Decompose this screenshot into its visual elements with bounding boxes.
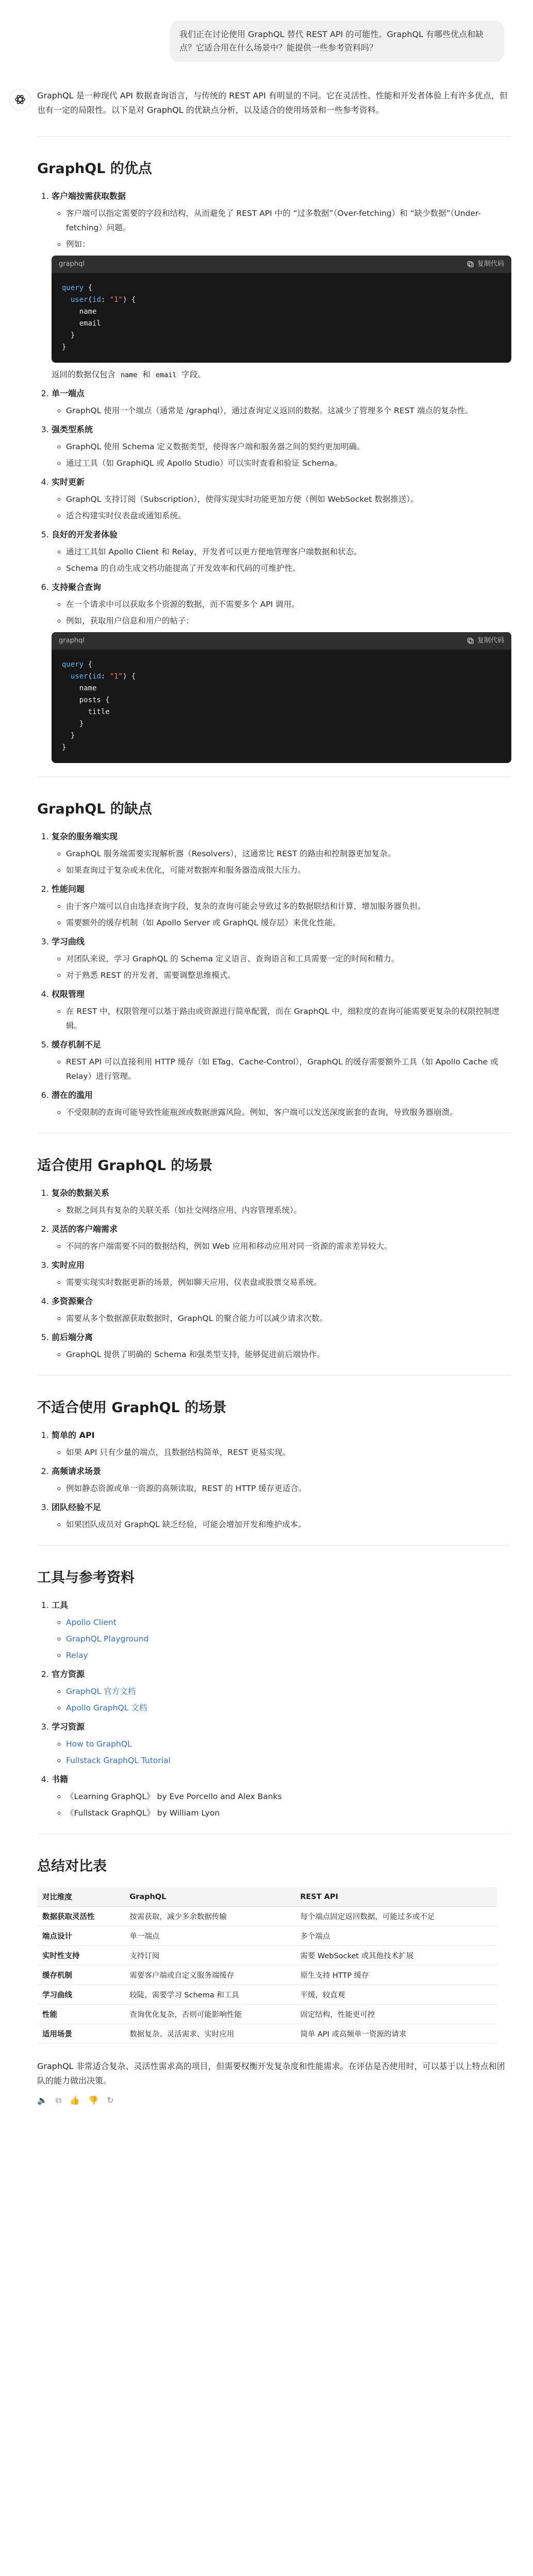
conclusion-paragraph: GraphQL 非常适合复杂、灵活性需求高的项目，但需要权衡开发复杂度和性能需求。在评估是否使用时，可以基于以上特点和团队的能力做出决策。 (37, 2061, 505, 2086)
list-item (52, 935, 510, 982)
list-item (52, 883, 510, 930)
section-title-unfit: 不适合使用 GraphQL 的场景 (37, 1400, 227, 1416)
item-title: 2. 性能问题 (52, 884, 85, 894)
list-point: ◦ 在一个请求中可以获取多个资源的数据，而不需要多个 API 调用。 (66, 597, 510, 612)
copy-icon[interactable]: ⧉ (55, 2095, 62, 2105)
list-point: ◦ 需要额外的缓存机制（如 Apollo Server 或 GraphQL 缓存层）来优化性能。 (66, 916, 510, 930)
code-explanation: 返回的数据仅包含 name 和 email 字段。 (52, 370, 206, 379)
assistant-answer (37, 89, 510, 2106)
item-title: 5. 良好的开发者体验 (52, 530, 118, 539)
list-item (52, 1187, 510, 1217)
table-row: 学习曲线 较陡，需要学习 Schema 和工具 平缓，较直观 (37, 1985, 497, 2005)
speaker-icon[interactable]: 🔈 (37, 2095, 47, 2105)
link-fullstack-tutorial[interactable]: Fullstack GraphQL Tutorial (66, 1756, 171, 1765)
list-item (52, 1223, 510, 1253)
item-title: 3. 实时应用 (52, 1260, 85, 1270)
item-title: 2. 高频请求场景 (52, 1466, 102, 1476)
list-point: ◦ Schema 的自动生成文档功能提高了开发效率和代码的可维护性。 (66, 561, 510, 575)
list-item (52, 1720, 510, 1768)
list-item (52, 1599, 510, 1663)
table-row: 实时性支持 支持订阅 需要 WebSocket 或其他技术扩展 (37, 1946, 497, 1965)
list-point: ◦ GraphQL 提供了明确的 Schema 和强类型支持，能够促进前后端协作。 (66, 1347, 510, 1362)
table-header: 对比维度 (37, 1887, 124, 1907)
list-item (52, 830, 510, 877)
list-point: ◦ 如果团队成员对 GraphQL 缺乏经验，可能会增加开发和维护成本。 (66, 1517, 510, 1532)
copy-icon (467, 637, 474, 645)
list-item (52, 1089, 510, 1120)
item-title: 3. 学习曲线 (52, 937, 85, 946)
copy-label: 复制代码 (477, 637, 504, 645)
list-item (52, 1501, 510, 1532)
fit-list (37, 1187, 510, 1362)
refs-list (37, 1599, 510, 1820)
code-language: graphql (59, 260, 85, 268)
code-language: graphql (59, 637, 85, 645)
list-point: ◦ 不同的客户端需要不同的数据结构，例如 Web 应用和移动应用对同一资源的需求差异较大。 (66, 1239, 510, 1253)
item-title: 3. 学习资源 (52, 1722, 85, 1732)
list-item (52, 1259, 510, 1290)
intro-paragraph: GraphQL 是一种现代 API 数据查询语言，与传统的 REST API 有明显的不同。它在灵活性、性能和开发者体验上有许多优点，但也有一定的局限性。以下是对 GraphQL 的优缺点分析，以及适合的使用场景和一些参考资料。 (37, 91, 508, 115)
item-title: 1. 工具 (52, 1600, 69, 1610)
item-title: 1. 客户端按需获取数据 (52, 191, 126, 201)
link-graphql-playground[interactable]: GraphQL Playground (66, 1634, 149, 1643)
table-header: GraphQL (124, 1887, 295, 1907)
list-item (52, 528, 510, 575)
item-title: 1. 复杂的服务端实现 (52, 832, 118, 841)
table-row: 端点设计 单一端点 多个端点 (37, 1926, 497, 1946)
list-item (52, 1465, 510, 1496)
section-title-refs: 工具与参考资料 (37, 1570, 135, 1586)
link-how-to-graphql[interactable]: How to GraphQL (66, 1739, 132, 1749)
list-point: ◦ 如果 API 只有少量的端点，且数据结构简单，REST 更易实现。 (66, 1445, 510, 1460)
comparison-table (37, 1887, 497, 2044)
item-title: 4. 书籍 (52, 1774, 69, 1784)
item-title: 2. 灵活的客户端需求 (52, 1224, 118, 1234)
ai-logo-icon (9, 89, 31, 110)
book-item: ◦ 《Learning GraphQL》 by Eve Porcello and Alex Banks (66, 1789, 510, 1804)
message-actions (37, 2095, 510, 2106)
section-title-fit: 适合使用 GraphQL 的场景 (37, 1158, 213, 1174)
item-title: 2. 官方资源 (52, 1669, 85, 1679)
list-item (52, 1773, 510, 1820)
list-item (52, 476, 510, 523)
list-point: ◦ 例如静态资源或单一资源的高频读取，REST 的 HTTP 缓存更适合。 (66, 1481, 510, 1496)
link-relay[interactable]: Relay (66, 1651, 88, 1660)
list-point: ◦ 通过工具如 Apollo Client 和 Relay，开发者可以更方便地管理客户端数据和状态。 (66, 545, 510, 559)
item-title: 4. 实时更新 (52, 477, 85, 487)
list-point: ◦ 对于熟悉 REST 的开发者，需要调整思维模式。 (66, 968, 510, 982)
divider (37, 776, 510, 777)
item-title: 4. 权限管理 (52, 989, 85, 999)
list-point: ◦ 在 REST 中，权限管理可以基于路由或资源进行简单配置，而在 GraphQL 中，细粒度的查询可能需要更复杂的权限控制逻辑。 (66, 1004, 510, 1033)
item-title: 3. 强类型系统 (52, 425, 93, 434)
list-item (52, 190, 510, 382)
pros-list (37, 190, 510, 763)
item-title: 6. 支持聚合查询 (52, 582, 102, 592)
section-title-table: 总结对比表 (37, 1858, 107, 1874)
list-item (52, 581, 510, 763)
item-title: 3. 团队经验不足 (52, 1502, 102, 1512)
item-title: 1. 复杂的数据关系 (52, 1188, 110, 1198)
user-message: 我们正在讨论使用 GraphQL 替代 REST API 的可能性。GraphQL 有哪些优点和缺点？它适合用在什么场景中？能提供一些参考资料吗？ (170, 21, 504, 62)
section-title-cons: GraphQL 的缺点 (37, 801, 152, 817)
list-point: ◦ GraphQL 支持订阅（Subscription），使得实现实时功能更加方便（例如 WebSocket 数据推送）。 (66, 492, 510, 506)
list-point: ◦ REST API 可以直接利用 HTTP 缓存（如 ETag、Cache-Control），GraphQL 的缓存需要额外工具（如 Apollo Cache 或 Relay）进行管理。 (66, 1055, 510, 1083)
item-title: 1. 简单的 API (52, 1430, 95, 1440)
code-block (52, 256, 511, 363)
list-item (52, 988, 510, 1033)
item-title: 5. 缓存机制不足 (52, 1040, 102, 1049)
list-item (52, 423, 510, 470)
list-point: ◦ 客户端可以指定需要的字段和结构，从而避免了 REST API 中的 “过多数据”（Over-fetching）和 “缺少数据”（Under-fetching）问题。 (66, 206, 510, 235)
divider (37, 1375, 510, 1376)
code-block (52, 632, 511, 763)
divider (37, 1545, 510, 1546)
cons-list (37, 830, 510, 1120)
table-row: 性能 查询优化复杂，否则可能影响性能 固定结构，性能更可控 (37, 2005, 497, 2024)
copy-icon (467, 261, 474, 268)
copy-code-button[interactable] (467, 258, 504, 271)
list-point: ◦ GraphQL 使用一个端点（通常是 /graphql），通过查询定义返回的数据。这减少了管理多个 REST 端点的复杂性。 (66, 403, 510, 418)
list-point: ◦ 如果查询过于复杂或未优化，可能对数据库和服务器造成很大压力。 (66, 863, 510, 877)
list-item (52, 1668, 510, 1715)
divider (37, 136, 510, 137)
list-item (52, 1295, 510, 1326)
table-header: REST API (295, 1887, 497, 1907)
item-title: 2. 单一端点 (52, 388, 85, 398)
copy-label: 复制代码 (477, 260, 504, 268)
copy-code-button[interactable] (467, 634, 504, 648)
list-item (52, 387, 510, 418)
list-point: ◦ 需要从多个数据源获取数据时，GraphQL 的聚合能力可以减少请求次数。 (66, 1311, 510, 1326)
list-point: ◦ 适合构建实时仪表盘或通知系统。 (66, 509, 510, 523)
list-point: ◦ GraphQL 服务端需要实现解析器（Resolvers），这通常比 REST 的路由和控制器更加复杂。 (66, 846, 510, 861)
list-point: ◦ 例如，获取用户信息和用户的帖子： (66, 614, 510, 628)
thumbs-up-icon[interactable]: 👍 (70, 2095, 80, 2105)
link-apollo-docs[interactable]: Apollo GraphQL 文档 (66, 1703, 147, 1713)
list-item (52, 1429, 510, 1460)
table-row: 数据获取灵活性 按需获取，减少多余数据传输 每个端点固定返回数据，可能过多或不足 (37, 1907, 497, 1926)
list-point: ◦ 对团队来说，学习 GraphQL 的 Schema 定义语言、查询语言和工具需要一定的时间和精力。 (66, 952, 510, 966)
item-title: 5. 前后端分离 (52, 1332, 93, 1342)
list-point: ◦ 需要实现实时数据更新的场景，例如聊天应用、仪表盘或股票交易系统。 (66, 1275, 510, 1290)
list-point: ◦ 不受限制的查询可能导致性能瓶颈或数据泄露风险。例如，客户端可以发送深度嵌套的查询，导致服务器崩溃。 (66, 1105, 510, 1120)
book-item: ◦ 《Fullstack GraphQL》 by William Lyon (66, 1806, 510, 1820)
section-title-pros: GraphQL 的优点 (37, 161, 152, 177)
code-content: query { user(id: "1") { name posts { title } } } (62, 660, 136, 752)
link-graphql-docs[interactable]: GraphQL 官方文档 (66, 1687, 136, 1696)
list-point: ◦ GraphQL 使用 Schema 定义数据类型，使得客户端和服务器之间的契约更加明确。 (66, 439, 510, 454)
list-point: ◦ 通过工具（如 GraphiQL 或 Apollo Studio）可以实时查看和验证 Schema。 (66, 456, 510, 470)
table-row: 适用场景 数据复杂、灵活需求、实时应用 简单 API 或高频单一资源的请求 (37, 2024, 497, 2044)
list-item (52, 1038, 510, 1083)
regenerate-icon[interactable]: ↻ (107, 2095, 114, 2105)
item-title: 6. 潜在的滥用 (52, 1090, 93, 1100)
thumbs-down-icon[interactable]: 👎 (88, 2095, 99, 2105)
link-apollo-client[interactable]: Apollo Client (66, 1618, 116, 1627)
list-point: ◦ 由于客户端可以自由选择查询字段，复杂的查询可能会导致过多的数据联结和计算，增加服务器负担。 (66, 899, 510, 913)
item-title: 4. 多资源聚合 (52, 1296, 93, 1306)
list-point: ◦ 例如： (66, 237, 510, 251)
table-row: 缓存机制 需要客户端或自定义服务端缓存 原生支持 HTTP 缓存 (37, 1965, 497, 1985)
list-point: ◦ 数据之间具有复杂的关联关系（如社交网络应用、内容管理系统）。 (66, 1203, 510, 1217)
code-content: query { user(id: "1") { name email } } (62, 284, 136, 351)
unfit-list (37, 1429, 510, 1532)
list-item (52, 1331, 510, 1362)
